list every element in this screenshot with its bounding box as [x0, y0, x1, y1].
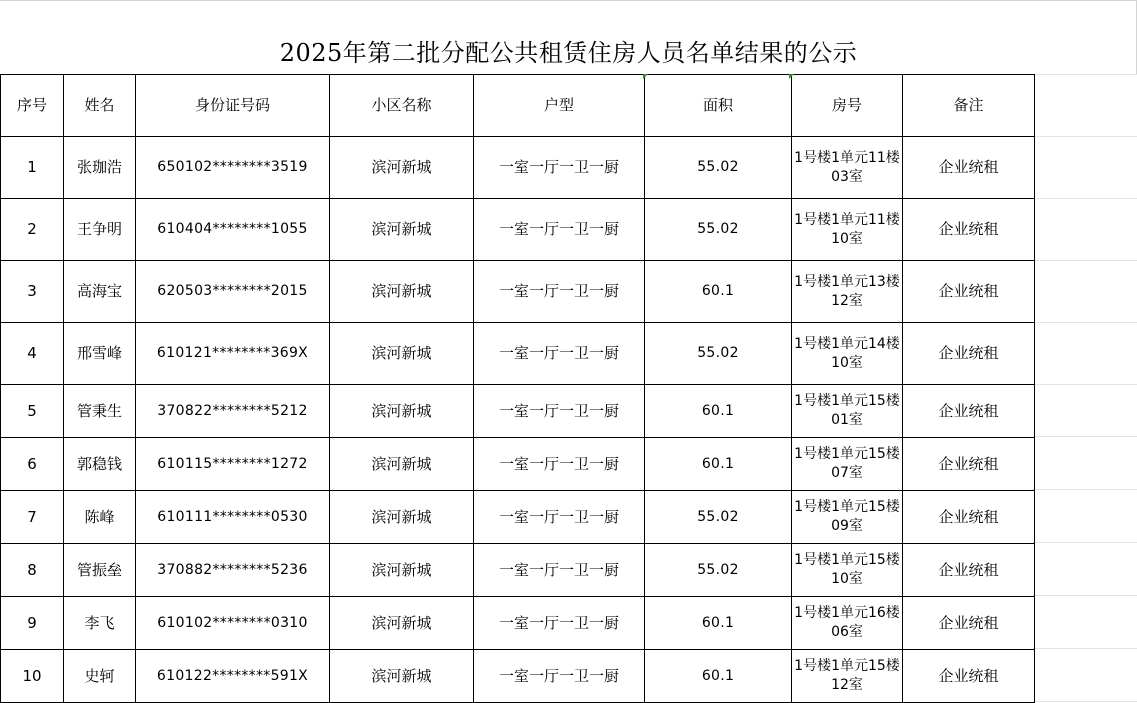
- table-row: [1, 261, 1035, 323]
- table-row: [1, 544, 1035, 597]
- cell-room[interactable]: 1号楼1单元11楼10室: [792, 199, 903, 261]
- table-row: [1, 438, 1035, 491]
- cell-community[interactable]: 滨河新城: [330, 491, 474, 544]
- cell-name[interactable]: 李飞: [64, 597, 136, 650]
- cell-area[interactable]: 55.02: [645, 491, 792, 544]
- cell-room[interactable]: 1号楼1单元15楼09室: [792, 491, 903, 544]
- cell-no[interactable]: 8: [1, 544, 64, 597]
- cell-no[interactable]: 10: [1, 650, 64, 703]
- gridline: [1033, 489, 1137, 490]
- cell-name[interactable]: 郭稳钱: [64, 438, 136, 491]
- cell-comment-marker: [789, 74, 794, 79]
- cell-community[interactable]: 滨河新城: [330, 137, 474, 199]
- cell-name[interactable]: 张珈浩: [64, 137, 136, 199]
- cell-note[interactable]: 企业统租: [903, 650, 1035, 703]
- gridline: [1033, 701, 1137, 702]
- cell-id[interactable]: 650102********3519: [136, 137, 330, 199]
- cell-room[interactable]: 1号楼1单元15楼07室: [792, 438, 903, 491]
- cell-area[interactable]: 60.1: [645, 438, 792, 491]
- gridline: [1033, 648, 1137, 649]
- cell-note[interactable]: 企业统租: [903, 137, 1035, 199]
- cell-id[interactable]: 370822********5212: [136, 385, 330, 438]
- cell-no[interactable]: 3: [1, 261, 64, 323]
- gridline: [1033, 198, 1137, 199]
- cell-area[interactable]: 55.02: [645, 323, 792, 385]
- cell-no[interactable]: 2: [1, 199, 64, 261]
- cell-community[interactable]: 滨河新城: [330, 650, 474, 703]
- header-name[interactable]: 姓名: [64, 75, 136, 137]
- empty-grid-area: [1033, 74, 1137, 703]
- cell-id[interactable]: 610111********0530: [136, 491, 330, 544]
- cell-room[interactable]: 1号楼1单元15楼01室: [792, 385, 903, 438]
- cell-area[interactable]: 60.1: [645, 650, 792, 703]
- table-row: [1, 199, 1035, 261]
- gridline: [1033, 384, 1137, 385]
- gridline: [1033, 136, 1137, 137]
- page-title: 2025年第二批分配公共租赁住房人员名单结果的公示: [279, 39, 858, 67]
- cell-room[interactable]: 1号楼1单元16楼06室: [792, 597, 903, 650]
- cell-community[interactable]: 滨河新城: [330, 199, 474, 261]
- cell-area[interactable]: 60.1: [645, 261, 792, 323]
- cell-community[interactable]: 滨河新城: [330, 385, 474, 438]
- gridline: [1033, 322, 1137, 323]
- header-room[interactable]: 房号: [792, 75, 903, 137]
- cell-note[interactable]: 企业统租: [903, 438, 1035, 491]
- table-row: [1, 491, 1035, 544]
- title-cell[interactable]: [0, 0, 1137, 74]
- cell-layout[interactable]: 一室一厅一卫一厨: [474, 650, 645, 703]
- cell-note[interactable]: 企业统租: [903, 385, 1035, 438]
- cell-community[interactable]: 滨河新城: [330, 597, 474, 650]
- cell-layout[interactable]: 一室一厅一卫一厨: [474, 199, 645, 261]
- cell-name[interactable]: 高海宝: [64, 261, 136, 323]
- cell-layout[interactable]: 一室一厅一卫一厨: [474, 323, 645, 385]
- table-row: [1, 137, 1035, 199]
- cell-name[interactable]: 王争明: [64, 199, 136, 261]
- gridline: [1033, 260, 1137, 261]
- cell-comment-marker: [643, 74, 648, 79]
- cell-layout[interactable]: 一室一厅一卫一厨: [474, 438, 645, 491]
- cell-name[interactable]: 管秉生: [64, 385, 136, 438]
- cell-area[interactable]: 60.1: [645, 385, 792, 438]
- cell-area[interactable]: 55.02: [645, 544, 792, 597]
- cell-community[interactable]: 滨河新城: [330, 438, 474, 491]
- cell-layout[interactable]: 一室一厅一卫一厨: [474, 261, 645, 323]
- cell-id[interactable]: 620503********2015: [136, 261, 330, 323]
- gridline: [1033, 595, 1137, 596]
- cell-community[interactable]: 滨河新城: [330, 323, 474, 385]
- cell-name[interactable]: 陈峰: [64, 491, 136, 544]
- table-row: [1, 385, 1035, 438]
- header-layout[interactable]: 户型: [474, 75, 645, 137]
- cell-note[interactable]: 企业统租: [903, 323, 1035, 385]
- cell-room[interactable]: 1号楼1单元15楼12室: [792, 650, 903, 703]
- gridline: [1033, 74, 1137, 75]
- cell-layout[interactable]: 一室一厅一卫一厨: [474, 491, 645, 544]
- table-row: [1, 597, 1035, 650]
- header-note[interactable]: 备注: [903, 75, 1035, 137]
- cell-note[interactable]: 企业统租: [903, 597, 1035, 650]
- gridline: [1033, 542, 1137, 543]
- tenant-table: [0, 74, 1035, 703]
- cell-no[interactable]: 6: [1, 438, 64, 491]
- table-body: [1, 137, 1035, 703]
- cell-id[interactable]: 610122********591X: [136, 650, 330, 703]
- cell-note[interactable]: 企业统租: [903, 261, 1035, 323]
- header-id[interactable]: 身份证号码: [136, 75, 330, 137]
- header-row: [1, 75, 1035, 137]
- cell-no[interactable]: 5: [1, 385, 64, 438]
- cell-no[interactable]: 1: [1, 137, 64, 199]
- cell-note[interactable]: 企业统租: [903, 199, 1035, 261]
- cell-room[interactable]: 1号楼1单元15楼10室: [792, 544, 903, 597]
- cell-area[interactable]: 55.02: [645, 199, 792, 261]
- table-row: [1, 323, 1035, 385]
- cell-note[interactable]: 企业统租: [903, 491, 1035, 544]
- cell-room[interactable]: 1号楼1单元11楼03室: [792, 137, 903, 199]
- cell-no[interactable]: 9: [1, 597, 64, 650]
- cell-id[interactable]: 610121********369X: [136, 323, 330, 385]
- cell-room[interactable]: 1号楼1单元13楼12室: [792, 261, 903, 323]
- cell-no[interactable]: 4: [1, 323, 64, 385]
- cell-name[interactable]: 史轲: [64, 650, 136, 703]
- cell-layout[interactable]: 一室一厅一卫一厨: [474, 544, 645, 597]
- cell-id[interactable]: 610404********1055: [136, 199, 330, 261]
- cell-layout[interactable]: 一室一厅一卫一厨: [474, 137, 645, 199]
- header-no[interactable]: 序号: [1, 75, 64, 137]
- cell-name[interactable]: 管振垒: [64, 544, 136, 597]
- gridline: [1033, 436, 1137, 437]
- cell-id[interactable]: 610115********1272: [136, 438, 330, 491]
- header-community[interactable]: 小区名称: [330, 75, 474, 137]
- cell-community[interactable]: 滨河新城: [330, 544, 474, 597]
- cell-area[interactable]: 60.1: [645, 597, 792, 650]
- cell-note[interactable]: 企业统租: [903, 544, 1035, 597]
- header-area[interactable]: 面积: [645, 75, 792, 137]
- cell-area[interactable]: 55.02: [645, 137, 792, 199]
- cell-community[interactable]: 滨河新城: [330, 261, 474, 323]
- cell-layout[interactable]: 一室一厅一卫一厨: [474, 597, 645, 650]
- table-row: [1, 650, 1035, 703]
- cell-id[interactable]: 610102********0310: [136, 597, 330, 650]
- cell-no[interactable]: 7: [1, 491, 64, 544]
- cell-name[interactable]: 邢雪峰: [64, 323, 136, 385]
- cell-layout[interactable]: 一室一厅一卫一厨: [474, 385, 645, 438]
- cell-id[interactable]: 370882********5236: [136, 544, 330, 597]
- cell-room[interactable]: 1号楼1单元14楼10室: [792, 323, 903, 385]
